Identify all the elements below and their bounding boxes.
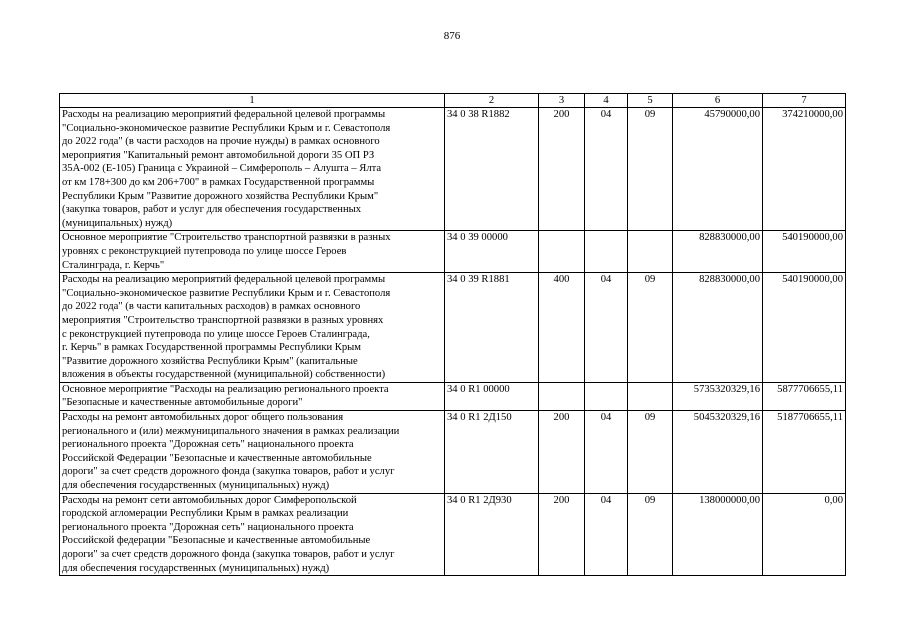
amount-column-7: 540190000,00 [763, 273, 846, 383]
description-line: городской агломерации Республики Крым в рамках реализации [62, 508, 349, 520]
amount-column-7: 5187706655,11 [763, 411, 846, 494]
section: 04 [585, 108, 628, 231]
expense-type: 400 [539, 273, 585, 383]
subsection: 09 [628, 411, 673, 494]
description-line: регионального проекта "Дорожная сеть" национального проекта [62, 439, 354, 451]
description-line: дороги" за счет средств дорожного фонда (закупка товаров, работ и услуг [62, 549, 395, 560]
table-row [60, 231, 846, 273]
description-line: Расходы на ремонт автомобильных дорог общего пользования [62, 412, 344, 424]
target-article-code: 34 0 39 00000 [445, 231, 539, 273]
subsection: 09 [628, 493, 673, 576]
column-header: 1 [60, 94, 445, 108]
description-line: для обеспечения государственных (муниципальных) нужд) [62, 562, 330, 574]
target-article-code: 34 0 38 R1882 [445, 108, 539, 231]
column-header: 5 [628, 94, 673, 108]
row-description [60, 108, 445, 231]
description-line: "Безопасные и качественные автомобильные дороги" [62, 397, 303, 409]
section: 04 [585, 493, 628, 576]
description-line: Расходы на ремонт сети автомобильных дорог Симферопольской [62, 494, 357, 506]
description-line: Российской федерации "Безопасные и качественные автомобильные [62, 535, 371, 547]
description-line: Расходы на реализацию мероприятий федеральной целевой программы [62, 274, 386, 286]
description-line: Основное мероприятие "Строительство транспортной развязки в разных [62, 232, 391, 244]
amount-column-6: 5045320329,16 [673, 411, 763, 494]
table-row [60, 493, 846, 576]
amount-column-6: 5735320329,16 [673, 382, 763, 410]
column-header: 7 [763, 94, 846, 108]
amount-column-6: 138000000,00 [673, 493, 763, 576]
subsection [628, 382, 673, 410]
target-article-code: 34 0 R1 00000 [445, 382, 539, 410]
table-row [60, 382, 846, 410]
expense-type: 200 [539, 108, 585, 231]
description-line: мероприятия "Строительство транспортной развязки в разных уровнях [62, 314, 384, 326]
table-row [60, 411, 846, 494]
description-line: "Развитие дорожного хозяйства Республики Крым" (капитальные [62, 355, 358, 367]
section: 04 [585, 411, 628, 494]
description-line: 35А-002 (Е-105) Граница с Украиной – Симферополь – Алушта – Ялта [62, 163, 382, 175]
description-line: "Социально-экономическое развитие Республики Крым и г. Севастополя [62, 122, 391, 134]
subsection: 09 [628, 108, 673, 231]
description-line: от км 178+300 до км 206+700" в рамках Государственной программы [62, 176, 375, 188]
subsection: 09 [628, 273, 673, 383]
description-line: Российской Федерации "Безопасные и качественные автомобильные [62, 452, 372, 464]
description-line: регионального и (или) межмуниципального значения в рамках реализации [62, 425, 400, 437]
amount-column-6: 45790000,00 [673, 108, 763, 231]
description-line: Сталинграда, г. Керчь" [62, 259, 165, 271]
description-line: (закупка товаров, работ и услуг для обеспечения государственных [62, 204, 362, 216]
target-article-code: 34 0 R1 2Д930 [445, 493, 539, 576]
amount-column-7: 0,00 [763, 493, 846, 576]
row-description [60, 273, 445, 383]
description-line: мероприятия "Капитальный ремонт автомобильной дороги 35 ОП РЗ [62, 149, 375, 161]
expense-type: 200 [539, 411, 585, 494]
column-header: 3 [539, 94, 585, 108]
row-description [60, 231, 445, 273]
description-line: регионального проекта "Дорожная сеть" национального проекта [62, 521, 354, 533]
row-description [60, 493, 445, 576]
description-line: до 2022 года" (в части капитальных расходов) в рамках основного [62, 301, 361, 313]
description-line: вложения в объекты государственной (муниципальной) собственности) [62, 369, 386, 381]
table-row [60, 273, 846, 383]
row-description [60, 411, 445, 494]
description-line: для обеспечения государственных (муниципальных) нужд) [62, 480, 330, 492]
column-header: 4 [585, 94, 628, 108]
description-line: (муниципальных) нужд) [62, 217, 173, 229]
section: 04 [585, 273, 628, 383]
amount-column-7: 540190000,00 [763, 231, 846, 273]
section [585, 382, 628, 410]
header-row [60, 94, 846, 108]
amount-column-6: 828830000,00 [673, 231, 763, 273]
expense-type [539, 231, 585, 273]
amount-column-7: 374210000,00 [763, 108, 846, 231]
section [585, 231, 628, 273]
description-line: Республики Крым "Развитие дорожного хозяйства Республики Крым" [62, 190, 379, 202]
target-article-code: 34 0 R1 2Д150 [445, 411, 539, 494]
page-number: 876 [443, 30, 461, 42]
description-line: Расходы на реализацию мероприятий федеральной целевой программы [62, 109, 386, 120]
description-line: Основное мероприятие "Расходы на реализацию регионального проекта [62, 383, 389, 395]
amount-column-7: 5877706655,11 [763, 382, 846, 410]
description-line: дороги" за счет средств дорожного фонда (закупка товаров, работ и услуг [62, 466, 395, 478]
budget-table [59, 93, 846, 576]
table-row [60, 108, 846, 231]
description-line: "Социально-экономическое развитие Республики Крым и г. Севастополя [62, 287, 391, 299]
expense-type [539, 382, 585, 410]
column-header: 2 [445, 94, 539, 108]
amount-column-6: 828830000,00 [673, 273, 763, 383]
row-description [60, 382, 445, 410]
expense-type: 200 [539, 493, 585, 576]
description-line: с реконструкцией путепровода по улице шоссе Героев Сталинграда, [62, 328, 370, 340]
subsection [628, 231, 673, 273]
description-line: г. Керчь" в рамках Государственной программы Республики Крым [62, 342, 361, 354]
column-header: 6 [673, 94, 763, 108]
description-line: уровнях с реконструкцией путепровода по улице шоссе Героев [62, 245, 347, 257]
target-article-code: 34 0 39 R1881 [445, 273, 539, 383]
description-line: до 2022 года" (в части расходов на прочие нужды) в рамках основного [62, 136, 380, 148]
